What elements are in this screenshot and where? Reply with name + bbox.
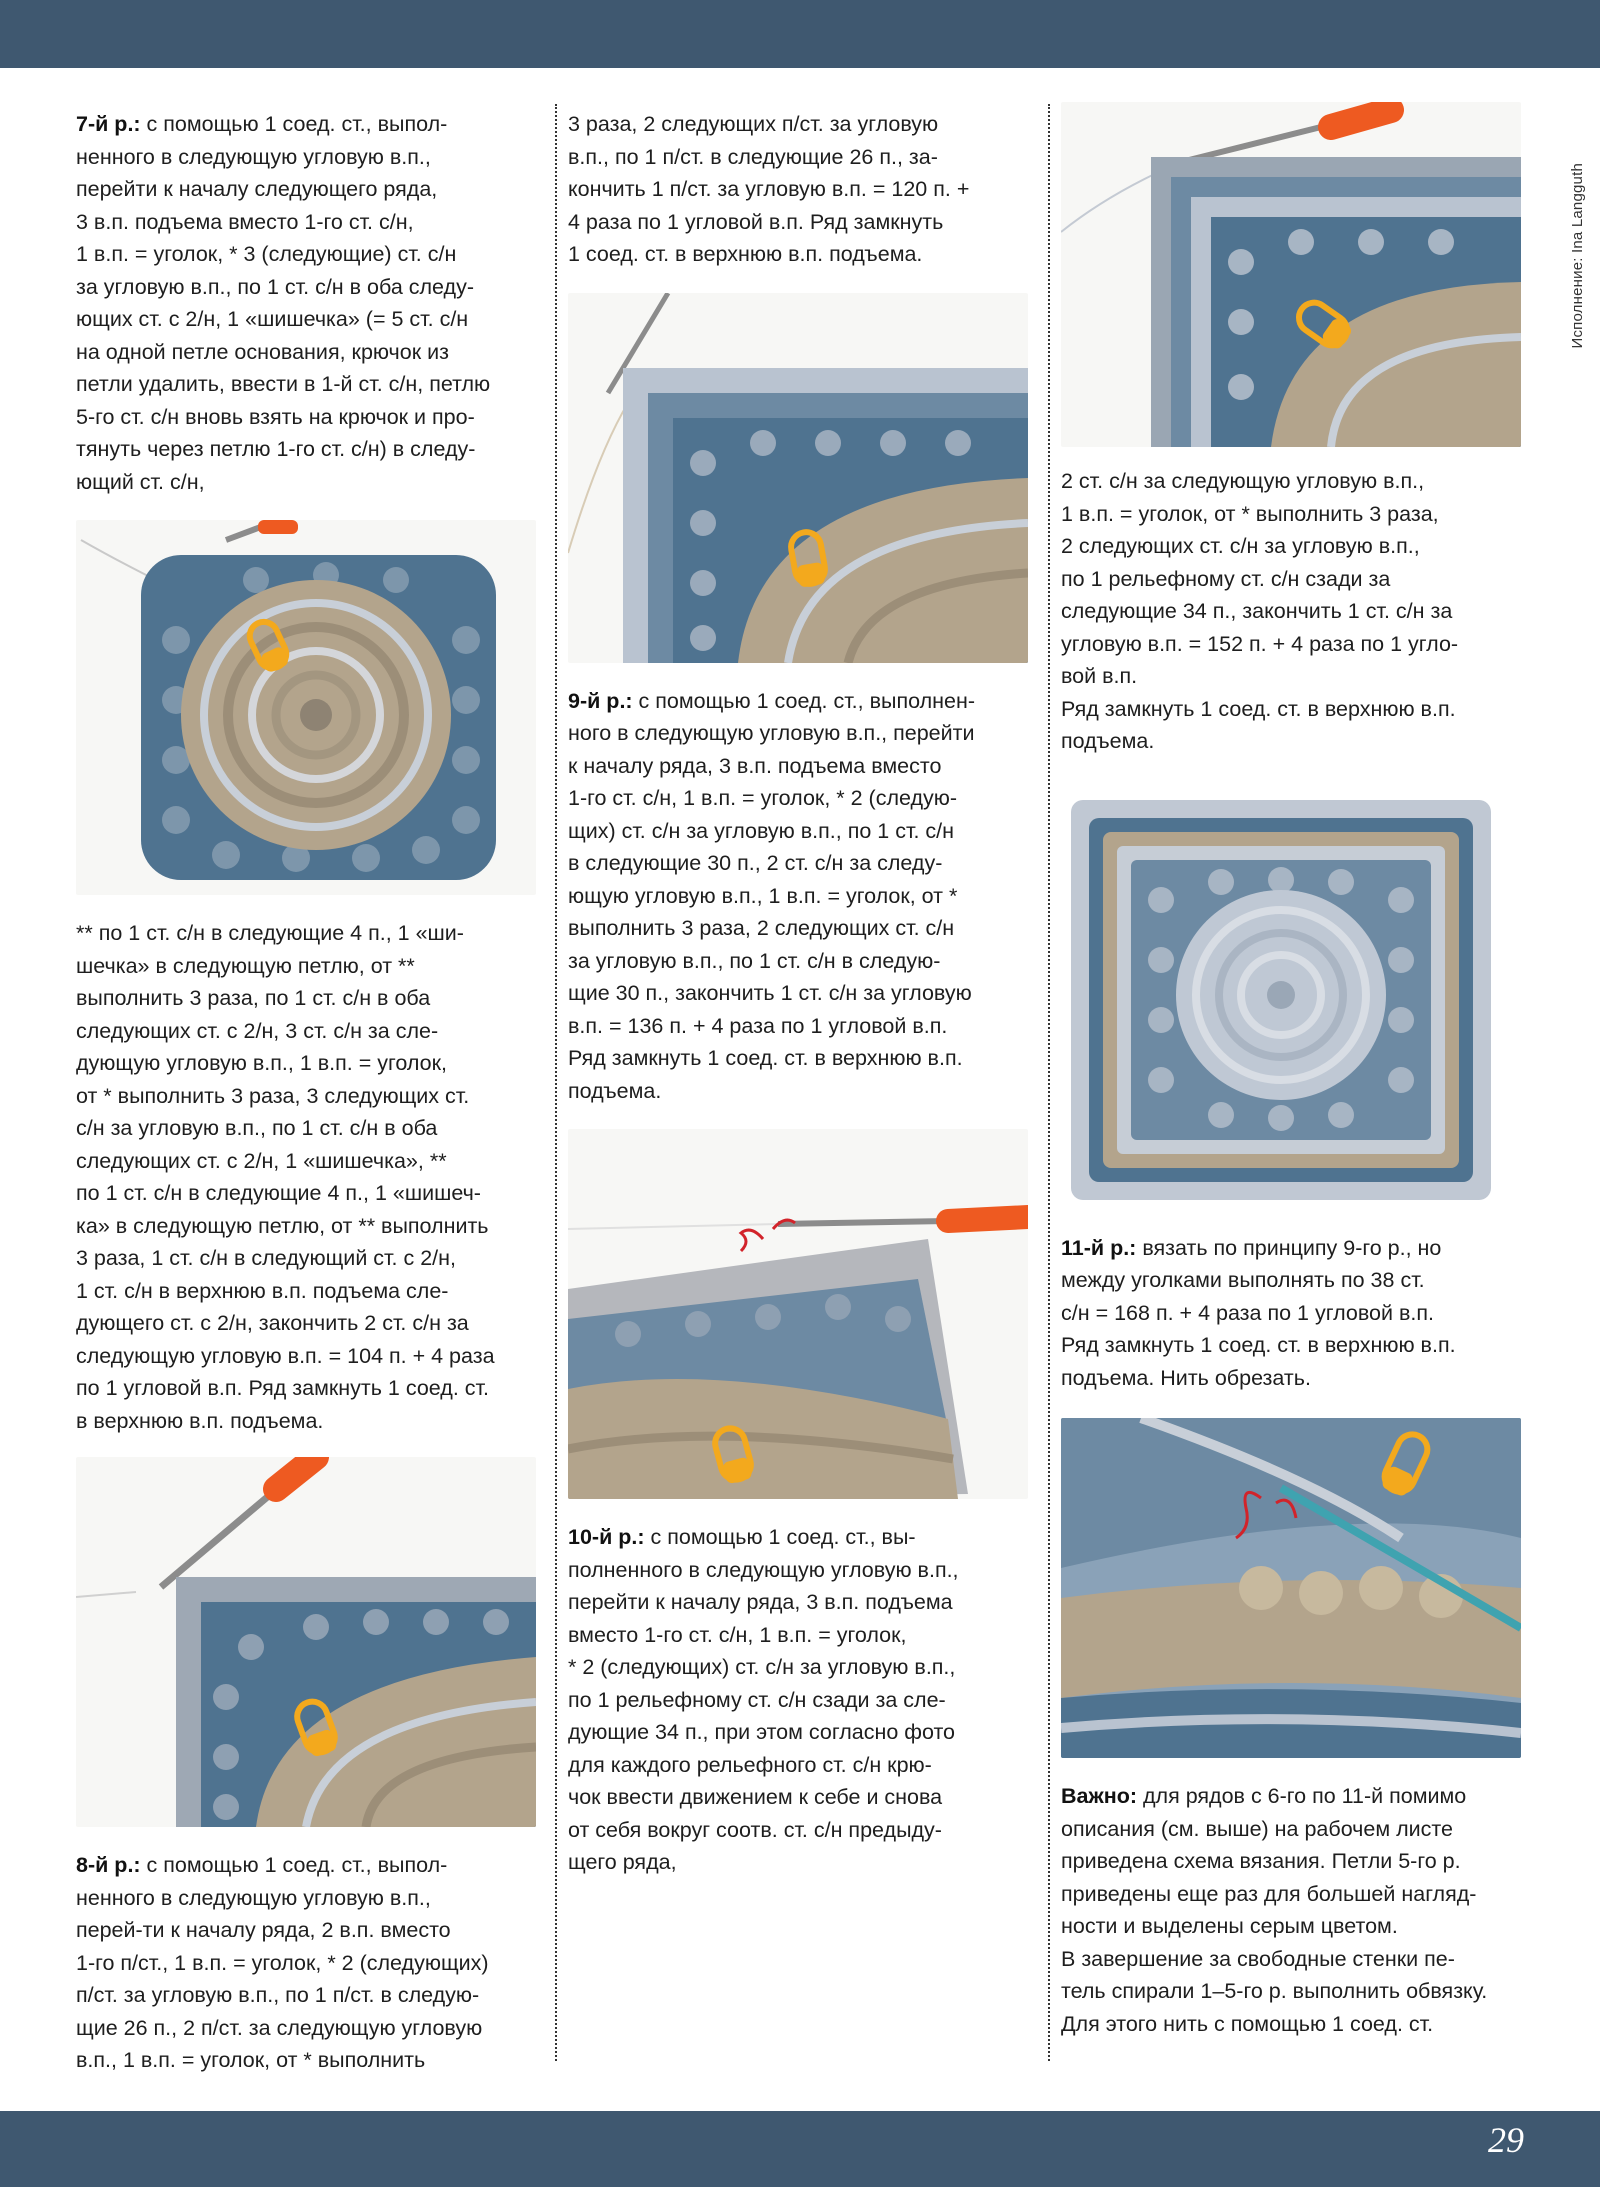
row-9-instructions: 9-й р.: с помощью 1 соед. ст., выполнен- ного в следующую угловую в.п., перейти к началу ряда, 3 в.п. подъема вместо 1-го ст. с/н, 1 в.п. = уголок, * 2 (следую- щих) ст. с/н за угловую в.п., по 1 ст. с/н в следующие 30 п., 2 ст. с/н за следу- ющую угловую в.п., 1 в.п. = уголок, от * выполнить 3 раза, 2 следующих ст. с/н за угловую в.п., по 1 ст. с/н в следую- щие 30 п., закончить 1 ст. с/н за угловую в.п. = 136 п. + 4 раза по 1 угловой в.п. Ряд замкнуть 1 соед. ст. в верхнюю в.п. подъема. [568,688,976,1103]
column-1 [76,108,546,2077]
row-10-continued: 2 ст. с/н за следующую угловую в.п., 1 в.п. = уголок, от * выполнить 3 раза, 2 следующих ст. с/н за угловую в.п., по 1 рельефному ст. с/н сзади за следующие 34 п., закончить 1 ст. с/н за угловую в.п. = 152 п. + 4 раза по 1 угло- вой в.п. Ряд замкнуть 1 соед. ст. в верхнюю в.п. подъема. [1061,469,1459,753]
column-3 [1061,108,1521,2040]
row-9-label: 9-й р.: [568,688,633,713]
page-number: 29 [1488,2120,1524,2160]
important-note: Важно: для рядов с 6-го по 11-й помимо описания (см. выше) на рабочем листе приведена схема вязания. Петли 5-го р. приведены еще раз для большей нагляд- ности и выделены серым цветом. В завершение за свободные стенки пе- тель спирали 1–5-го р. выполнить обвязку. Для этого нить с помощью 1 соед. ст. [1061,1784,1488,2036]
photo-credit: Исполнение: Ina Langguth [1569,163,1586,349]
row-8-continued: 3 раза, 2 следующих п/ст. за угловую в.п., по 1 п/ст. в следующие 26 п., за- кончить 1 п/ст. за угловую в.п. = 120 п. + 4 раза по 1 угловой в.п. Ряд замкнуть 1 соед. ст. в верхнюю в.п. подъема. [568,112,970,266]
photo-finished-square [1061,780,1521,1210]
photo-row-10-detail [568,1129,1028,1499]
row-11-instructions: 11-й р.: вязать по принципу 9-го р., но между уголками выполнять по 38 ст. с/н = 168 п. + 4 раза по 1 угловой в.п. Ряд замкнуть 1 соед. ст. в верхнюю в.п. подъема. Нить обрезать. [1061,1235,1456,1390]
magazine-page [0,68,1600,2111]
row-8-label: 8-й р.: [76,1853,141,1877]
row-7-continued: ** по 1 ст. с/н в следующие 4 п., 1 «ши- шечка» в следующую петлю, от ** выполнить 3 раза, по 1 ст. с/н в оба следующих ст. с 2/н, 3 ст. с/н за сле- дующую угловую в.п., 1 в.п. = уголок, от * выполнить 3 раза, 3 следующих ст. с/н за угловую в.п., по 1 ст. с/н в оба следующих ст. с 2/н, 1 «шишечка», ** по 1 ст. с/н в следующие 4 п., 1 «шишеч- ка» в следующую петлю, от ** выполнить 3 раза, 1 ст. с/н в следующий ст. с 2/н, 1 ст. с/н в верхнюю в.п. подъема сле- дующего ст. с 2/н, закончить 2 ст. с/н за следующую угловую в.п. = 104 п. + 4 раза по 1 угловой в.п. Ряд замкнуть 1 соед. ст. в верхнюю в.п. подъема. [76,921,495,1433]
column-divider [1048,104,1050,2061]
row-7-instructions: 7-й р.: с помощью 1 соед. ст., выпол- ненного в следующую угловую в.п., перейти к началу следующего ряда, 3 в.п. подъема вместо 1-го ст. с/н, 1 в.п. = уголок, * 3 (следующие) ст. с/н за угловую в.п., по 1 ст. с/н в оба следу- ющих ст. с 2/н, 1 «шишечка» (= 5 ст. с/н на одной петле основания, крючок из петли удалить, ввести в 1-й ст. с/н, петлю 5-го ст. с/н вновь взять на крючок и про- тянуть через петлю 1-го ст. с/н) в следу- ющий ст. с/н, [76,112,491,494]
row-8-instructions: 8-й р.: с помощью 1 соед. ст., выпол- ненного в следующую угловую в.п., перей-ти к началу ряда, 2 в.п. вместо 1-го п/ст., 1 в.п. = уголок, * 2 (следующих) п/ст. за угловую в.п., по 1 п/ст. в следую- щие 26 п., 2 п/ст. за следующую угловую в.п., 1 в.п. = уголок, от * выполнить [76,1853,489,2072]
row-11-label: 11-й р.: [1061,1235,1137,1260]
photo-row-9-corner [568,293,1028,663]
row-7-label: 7-й р.: [76,112,141,136]
photo-row-10-corner [1061,102,1521,447]
column-2 [568,108,1028,1879]
photo-edging-detail [1061,1418,1521,1758]
column-divider [555,104,557,2061]
photo-row-7-square [76,520,536,895]
important-label: Важно: [1061,1784,1138,1808]
row-10-label: 10-й р.: [568,1525,645,1549]
photo-row-8-corner [76,1457,536,1827]
row-10-instructions: 10-й р.: с помощью 1 соед. ст., вы- полненного в следующую угловую в.п., перейти к началу ряда, 3 в.п. подъема вместо 1-го ст. с/н, 1 в.п. = уголок, * 2 (следующих) ст. с/н за угловую в.п., по 1 рельефному ст. с/н сзади за сле- дующие 34 п., при этом согласно фото для каждого рельефного ст. с/н крю- чок ввести движением к себе и снова от себя вокруг соотв. ст. с/н предыду- щего ряда, [568,1525,959,1874]
